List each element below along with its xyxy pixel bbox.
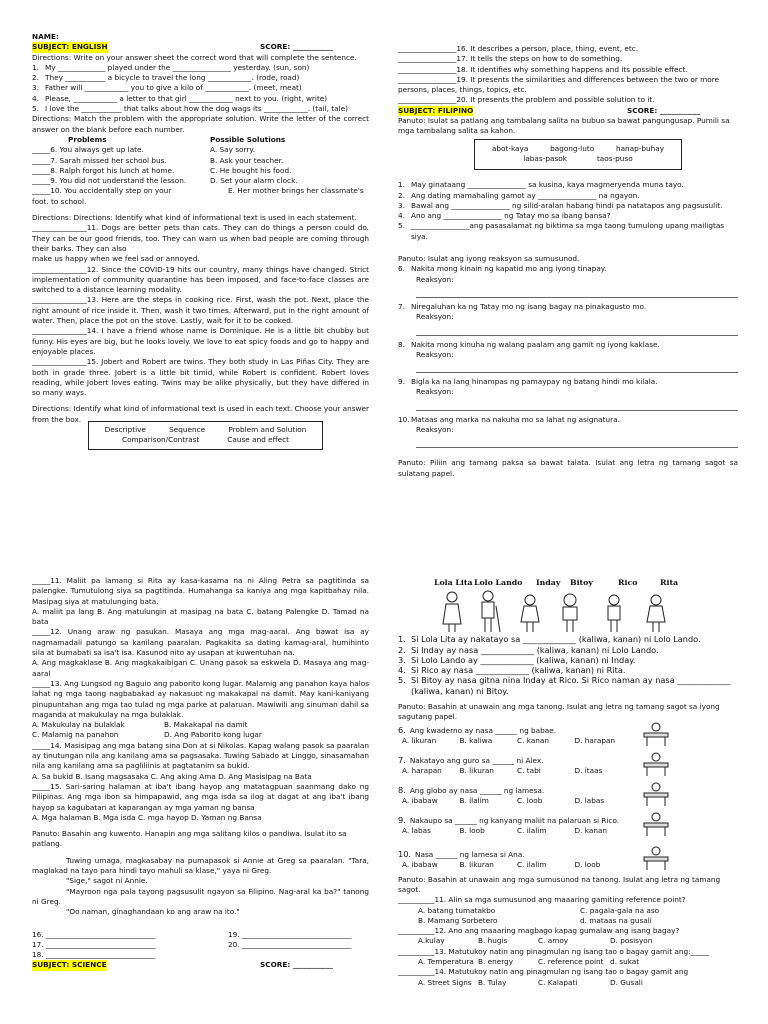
option-a: A. Makukulay na bulaklak [32,720,125,730]
verb-blanks [32,930,369,961]
reaction-item [398,302,738,312]
reaction-items [398,264,738,452]
sentence-items [32,63,369,114]
item-number: 5. [32,104,39,114]
word-abot-kaya: abot-kaya [491,143,529,153]
topic-passage: _____11. Maliit pa lamang si Rita ay kasa-kasama na ni Aling Petra sa pagtitinda sa palengke. Tumutulong siya sa pagtitinda. Humahanga sa kaniya ang mga kapitbahay nila. Masipag siya at matulunging bata. [32,576,369,606]
story-2: "Sige," sagot ni Annie. [66,876,148,886]
story-4: "Oo naman, ginaghandaan ko ang araw na ito." [66,907,240,917]
figure-rico [608,595,620,632]
problems-header: Problems [68,134,107,144]
item-text: Father will ____________ you to give a kilo of ____________. (meet, meat) [45,83,302,93]
family-names [398,578,738,588]
item-text: Bawal ang ________________ ng silid-aralan habang hindi pa natatapos ang pagsusulit. [411,200,723,210]
fill-item [398,221,738,242]
option-c: C. pagala-gala na aso [580,905,660,915]
item-text: Nakita mong kinain ng kapatid mo ang iyong tinapay. [411,264,607,274]
answer-line[interactable] [416,398,738,411]
compound-words-box [474,139,682,171]
panuto-2: Panuto: Isulat ang iyong reaksyon sa sumusunod. [398,254,580,264]
mc-question: __________14. Matutukoy natin ang pinagmulan ng isang tao o bagay gamit ang [398,967,689,977]
match-row [32,166,369,176]
fill-item [398,191,738,201]
panuto-story: Panuto: Basahin ang kuwento. Hanapin ang mga salitang kilos o pandiwa. Isulat ito sa patlang. [32,829,347,849]
identify-item: ________________17. It tells the steps on how to do something. [398,54,623,64]
position-question [398,849,738,860]
passage-11: _______________11. Dogs are better pets than cats. They can do things a person could do. They can be our good friends, too. They can warn us when bad people are coming through their barks. They can also [32,223,369,253]
item-text: Ang globo ay nasa ______ ng lamesa. [409,785,545,795]
panuto-mc: Panuto: Basahin at unawain ang mga sumusunod na tanong. Isulat ang letra ng tamang sagot. [398,874,721,894]
item-number: 1. [398,634,406,645]
option: B. likuran [459,859,494,869]
word-taos-puso: taos-puso [596,153,633,163]
option: D. loob [574,859,601,869]
word-labas-pasok: labas-pasok [523,153,567,163]
fill-items [398,180,738,242]
mc-options [418,957,738,967]
item-number: 2. [398,190,405,200]
family-item [398,634,738,644]
subject-row-science [32,960,369,970]
option: C. kanan [517,735,550,745]
position-question [398,785,738,796]
family-item [398,665,738,675]
option: D. harapan [574,735,616,745]
item-text: Niregaluhan ka ng Tatay mo ng isang bagay na pinakagusto mo. [411,301,647,311]
item-text: Si Rico ay nasa _____________ (kaliwa, kanan) ni Rita. [411,665,626,676]
blank-18[interactable]: 18. ______________________________ [32,950,156,960]
identify-item: ________________19. It presents the similarities and differences between the two or more persons, places, things, topics, etc. [398,74,720,95]
item-text: Si Lola Lita ay nakatayo sa _____________ (kaliwa, kanan) ni Lolo Lando. [411,634,701,645]
type-problem-solution: Problem and Solution [228,424,307,434]
playpen-picture-icon [640,811,674,840]
reaksyon-label: Reaksyon: [416,312,454,322]
story-3: "Mayroon nga pala tayong pagsusulit ngayon sa Filipino. Nag-aral ka ba?" tanong ni Greg. [32,886,369,906]
position-section [398,578,738,988]
option: A. likuran [402,735,437,745]
topic-options: A. Ang magkaklase B. Ang magkakaibigan C. Unang pasok sa eskwela D. Masaya ang mag-aaral [32,658,369,678]
option: A. ibabaw [402,795,438,805]
option: C. tabi [517,765,541,775]
position-options [402,826,632,836]
subject-english: SUBJECT: ENGLISH [32,42,108,52]
item-text: Nasa ______ ng lamesa si Ana. [415,849,525,859]
item-text: Ano ang ________________ ng Tatay mo sa ibang bansa? [411,211,611,221]
option-a: A.kulay [418,936,445,946]
family-item [398,675,738,696]
topic-passage: _____15. Sari-saring halaman at iba't ibang hayop ang matatagpuan saanmang dako ng Pilipinas. Ang mga ibon sa himpapawid, ang mga isda sa ilog at dagat at ang iba't ibang hayop sa kagubatan at kaparangan ay mga yaman ng bansa [32,781,369,812]
item-number: 9. [398,814,406,825]
sentence-item [32,73,369,83]
story-1: Tuwing umaga, magkasabay na pumapasok si Annie at Greg sa paaralan. "Tara, maglakad na tayo para hindi tayo mahuli sa klase," yaya ni Greg. [32,855,369,876]
match-row [32,145,369,155]
option: B. likuran [459,765,494,775]
reading-section [32,576,369,971]
panuto-1: Panuto: Isulat sa patlang ang tambalang salita na bubuo sa bawat pangungusap. Pumili sa mga tambalang salita sa kahon. [398,116,730,136]
option-b: B. hugis [478,936,508,946]
position-options [402,736,632,746]
answer-line[interactable] [416,435,738,448]
item-text: ________________ang pasasalamat ng biktima sa mga taong tumulong upang mailigtas siya. [411,221,725,241]
item-text: Ang dating mamahaling gamot ay ________________ na ngayon. [411,190,640,200]
option-d: D. Gusali [610,977,643,987]
option: C. ilalim [517,825,547,835]
option-c: C. reference point [538,957,604,967]
option: A. harapan [402,765,442,775]
reaksyon-label: Reaksyon: [416,349,454,359]
item-number: 4. [398,211,405,221]
option: B. loob [459,825,485,835]
identify-item: ________________16. It describes a person, place, thing, event, etc. [398,44,639,53]
identify-item: ________________20. It presents the problem and possible solution to it. [398,95,655,105]
option: B. ilalim [459,795,489,805]
topic-passage: _____14. Masisipag ang mga batang sina Don at si Nikolas. Kapag walang pasok sa paaralan ay tinutungan nila ang kanilang ama sa pagsasaka. Tuwing Sabado at Linggo, sinasamahan nila ang kanilang ama sa pagliliinis at pagtatanim sa bukid. [32,740,369,771]
topic-passage: _____12. Unang araw ng pasukan. Masaya ang mga mag-aaral. Ang bawat isa ay nagmamadali patungo sa kanilang paaralan. Pagkakita sa dating kamag-aral, humihinto sila at bumabati sa isa't isa. Kasunod nito ay usapan at kuwentuhan na. [32,627,369,658]
family-name-inday: Inday [536,578,561,587]
option: C. ilalim [517,859,547,869]
figure-inday [521,595,539,632]
mc-question: __________13. Matutukoy natin ang pinagmulan ng isang tao o bagay gamit ang:_____ [398,946,709,956]
option-d: d. sukat [610,957,640,967]
match-row [32,156,369,166]
blank-17[interactable]: 17. ______________________________ [32,939,156,949]
topic-items [32,576,369,823]
blank-19[interactable]: 19. ______________________________ [228,929,352,939]
option-d: D. posisyon [610,936,653,946]
item-text: Nakaupo sa ______ ng kanyang maliit na palaruan si Rico. [409,815,620,825]
subject-row [32,42,369,52]
item-text: Nakita mong kinuha ng walang paalam ang gamit ng iyong kaklase. [411,339,660,349]
problem-text: _____8. Ralph forgot his lunch at home. [32,165,175,175]
item-text: They ___________ a bicycle to travel the long ____________. (rode, road) [45,73,300,83]
item-number: 3. [398,654,406,665]
answer-line[interactable] [416,323,738,336]
solution-text: C. He bought his food. [210,165,292,175]
position-item [398,755,738,783]
option-d: D. Ang Paborito kong lugar [164,730,262,740]
type-descriptive: Descriptive [104,424,146,434]
solution-text: D. Set your alarm clock. [210,176,298,186]
family-name-rico: Rico [618,578,638,587]
family-name-bitoy: Bitoy [570,578,593,587]
option: D. itaas [574,765,603,775]
option-a: A. Street Signs [418,977,472,987]
subject-science: SUBJECT: SCIENCE [32,960,107,970]
problem-text: _____9. You did not understand the lesson. [32,176,187,186]
item-number: 9. [398,377,405,387]
item-number: 6. [398,264,405,274]
directions-3: Directions: Directions: Identify what kind of informational text is used in each statement. [32,213,357,223]
solution-text: B. Ask your teacher. [210,155,284,165]
item-text: May ginataang ________________ sa kusina, kaya magmeryenda muna tayo. [411,180,684,190]
match-tail: foot. to school. [32,196,87,206]
topic-options: A. maliit pa lang B. Ang matulungin at masipag na bata C. batang Palengke D. Tamad na bata [32,606,369,627]
item-text: Ang kwaderno ay nasa ______ ng babae. [409,725,557,735]
item-number: 1. [32,62,39,72]
topic-options-row [32,720,369,730]
position-options [402,766,632,776]
item-text: Bigla ka na lang hinampas ng pamaypay ng batang hindi mo kilala. [411,377,658,387]
figure-rita [647,595,665,632]
reaction-item [398,415,738,425]
item-number: 5. [398,221,405,231]
family-name-lolo-lando: Lolo Lando [474,578,523,587]
item-number: 3. [32,83,39,93]
reaction-item [398,264,738,274]
position-question [398,725,738,736]
passage-11b: make us happy when we feel sad or annoyed. [32,254,200,264]
figure-lolo-lando [482,591,500,632]
passage-15: _______________15. Jobert and Robert are twins. They both study in Las Piñas City. They are both in grade three. Jobert is a little bit timid, while Robert is confident. Robert loves reading, while Jobert loves eating. Twins may be alike physically, but they have differed in so many ways. [32,357,369,398]
mc-question: __________12. Ano ang maaaring magbago kapag gumalaw ang isang bagay? [398,926,680,936]
reaction-item [398,340,738,350]
family-name-lola-lita: Lola Lita [434,578,473,587]
mc-options [418,936,738,946]
item-text: Si Bitoy ay nasa gitna nina Inday at Rico. Si Rico naman ay nasa _____________ (kaliwa, kanan) ni Bitoy. [411,675,731,696]
option: A. ibabaw [402,859,438,869]
passage-14: _______________14. I have a friend whose name is Dominique. He is a little bit chubby but funny. His eyes are big, but he looks lovely. We love to eat spicy foods and go to happy and enjoyable places. [32,326,369,356]
sentence-item [32,83,369,93]
topic-options: A. Mga halaman B. Mga isda C. mga hayop D. Yaman ng Bansa [32,812,262,822]
topic-passage: _____13. Ang Lungsod ng Baguio ang paborito kong lugar. Malamig ang panahon kaya halos lahat ng mga taong nagbabakad ay nakasuot ng makakapal na damit. May kani-kaniyang pinupuntahan ang mga tao tulad ng mga parke at palaruan. Mawiwili ang sinuman dahil sa maganda at makukulay na mga bulaklak. [32,678,369,719]
text-types-box [88,421,323,450]
option-c: C. Kalapati [538,977,578,987]
problem-text: _____7. Sarah missed her school bus. [32,155,167,165]
position-item [398,815,738,847]
item-text: Nakatayo ang guro sa ______ ni Alex. [409,755,544,765]
item-text: My _____________ played under the ________________ yesterday. (sun, son) [45,62,310,72]
family-items [398,634,738,696]
position-item [398,785,738,813]
option: D. kanan [574,825,608,835]
item-text: Please, ____________ a letter to that girl ____________ next to you. (right, write) [45,93,328,103]
option-a: A. batang tumatakbo [418,905,496,915]
topic-options-row [32,730,369,740]
item-number: 6. [398,724,406,735]
family-item [398,645,738,655]
item-number: 4. [32,93,39,103]
type-comparison: Comparison/Contrast [121,435,200,445]
score-science: SCORE: ___________ [259,960,333,970]
mc-options [418,978,738,988]
item-number: 7. [398,754,406,765]
item-number: 10. [398,414,410,424]
match-table [32,145,369,196]
item-text: Si Lolo Lando ay _____________ (kaliwa, kanan) ni Inday. [411,654,636,665]
position-options [402,860,632,870]
option: C. loob [517,795,543,805]
panuto-position: Panuto: Basahin at unawain ang mga tanong. Isulat ang letra ng tamang sagot sa iyong sagutang papel. [398,702,720,722]
option-c: C. Malamig na panahon [32,730,119,740]
fill-item [398,201,738,211]
option: A. labas [402,825,431,835]
item-number: 4. [398,665,406,676]
word-hanap-buhay: hanap-buhay [615,143,665,153]
item-number: 7. [398,301,405,311]
english-section [32,32,369,450]
reaksyon-label: Reaksyon: [416,387,454,397]
answer-line[interactable] [416,285,738,298]
table-girl-icon [640,845,674,874]
problem-text: _____6. You always get up late. [32,145,144,155]
option-b: B. Tulay [478,977,507,987]
solution-text: A. Say sorry. [210,145,255,155]
mc-options [418,916,738,926]
passage-13: _______________13. Here are the steps in cooking rice. First, wash the pot. Next, place the right amount of rice inside it. Then, wash it two times. Afterward, put in the right amount of water. Then, place the pot on the stove. Lastly, wait for it to be cooked. [32,295,369,326]
solutions-header: Possible Solutions [210,134,286,144]
mc-question: __________11. Alin sa mga sumusunod ang maaaring gamiting reference point? [398,895,686,905]
sentence-item [32,63,369,73]
item-number: 2. [32,73,39,83]
identify-items [398,44,738,106]
type-sequence: Sequence [169,424,206,434]
subject-row-filipino [398,106,738,116]
item-number: 10. [398,848,412,859]
word-bagong-luto: bagong-luto [550,143,595,153]
option-b: B. energy [478,957,514,967]
option-c: C. amoy [538,936,569,946]
item-number: 8. [398,339,405,349]
type-cause-effect: Cause and effect [227,435,290,445]
desk-picture-icon [640,721,674,750]
filipino-section [398,44,738,479]
option-b: B. Mamang Sorbetero [418,915,498,925]
reaksyon-label: Reaksyon: [416,274,454,284]
match-row [32,186,369,196]
position-item [398,849,738,877]
directions-1: Directions: Write on your answer sheet the correct word that will complete the sentence. [32,52,357,62]
reaction-item [398,377,738,387]
position-options [402,796,632,806]
item-text: Si Inday ay nasa _____________ (kaliwa, kanan) ni Lolo Lando. [411,644,659,655]
sentence-item [32,94,369,104]
identify-item: ________________18. It identifies why something happens and its possible effect. [398,64,688,74]
option: D. labas [574,795,605,805]
match-headers [32,135,369,145]
family-item [398,655,738,665]
item-number: 5. [398,675,406,686]
directions-2: Directions: Match the problem with the appropriate solution. Write the letter of the correct answer on the blank before each number. [32,114,369,134]
option: B. kaliwa [459,735,493,745]
match-row [32,176,369,186]
option-d: d. mataas na gusali [580,915,652,925]
family-name-rita: Rita [660,578,679,587]
subject-filipino: SUBJECT: FILIPINO [398,105,474,115]
position-items [398,725,738,877]
blank-20[interactable]: 20. ______________________________ [228,939,352,949]
teacher-picture-icon [640,751,674,780]
reaksyon-label: Reaksyon: [416,425,454,435]
panuto-3: Panuto: Piliin ang tamang paksa sa bawat talata. Isulat ang letra ng tamang sagot sa sulatang papel. [398,458,738,478]
item-text: Mataas ang marka na nakuha mo sa lahat ng asignatura. [411,414,620,424]
figure-lola-lita [443,592,461,632]
passage-12: _______________12. Since the COVID-19 hits our country, many things have changed. Strict implementation of community quarantine has been imposed, and face-to-face classes are switched to a distance learning modality. [32,264,369,295]
score-filipino: SCORE: ___________ [626,105,700,115]
fill-item [398,211,738,221]
sentence-item [32,104,369,114]
mc-items [398,895,738,988]
solution-text: E. Her mother brings her classmate's [228,186,364,196]
position-item [398,725,738,753]
figure-bitoy [563,594,577,632]
item-number: 8. [398,784,406,795]
option-a: A. Temperatura [418,957,474,967]
item-number: 3. [398,200,405,210]
mc-options [418,906,738,916]
fill-item [398,180,738,190]
item-number: 2. [398,644,406,655]
topic-options: A. Sa bukid B. Isang magsasaka C. Ang aking Ama D. Ang Masisipag na Bata [32,771,312,781]
name-label: NAME: [32,32,59,41]
globe-table-icon [640,781,674,810]
option-b: B. Makakapal na damit [164,720,248,730]
problem-text: _____10. You accidentally step on your [32,186,172,196]
item-number: 1. [398,180,405,190]
item-text: I love the ___________ that talks about how the dog wags its ____________. (tail, tale) [45,104,348,114]
blank-16[interactable]: 16. ______________________________ [32,929,156,939]
family-illustration [438,588,738,634]
position-question [398,755,738,766]
answer-line[interactable] [416,360,738,373]
directions-4: Directions: Identify what kind of informational text is used in each text. Choose your answer from the box. [32,404,369,424]
position-question [398,815,738,826]
score-english: SCORE: ___________ [259,42,333,52]
